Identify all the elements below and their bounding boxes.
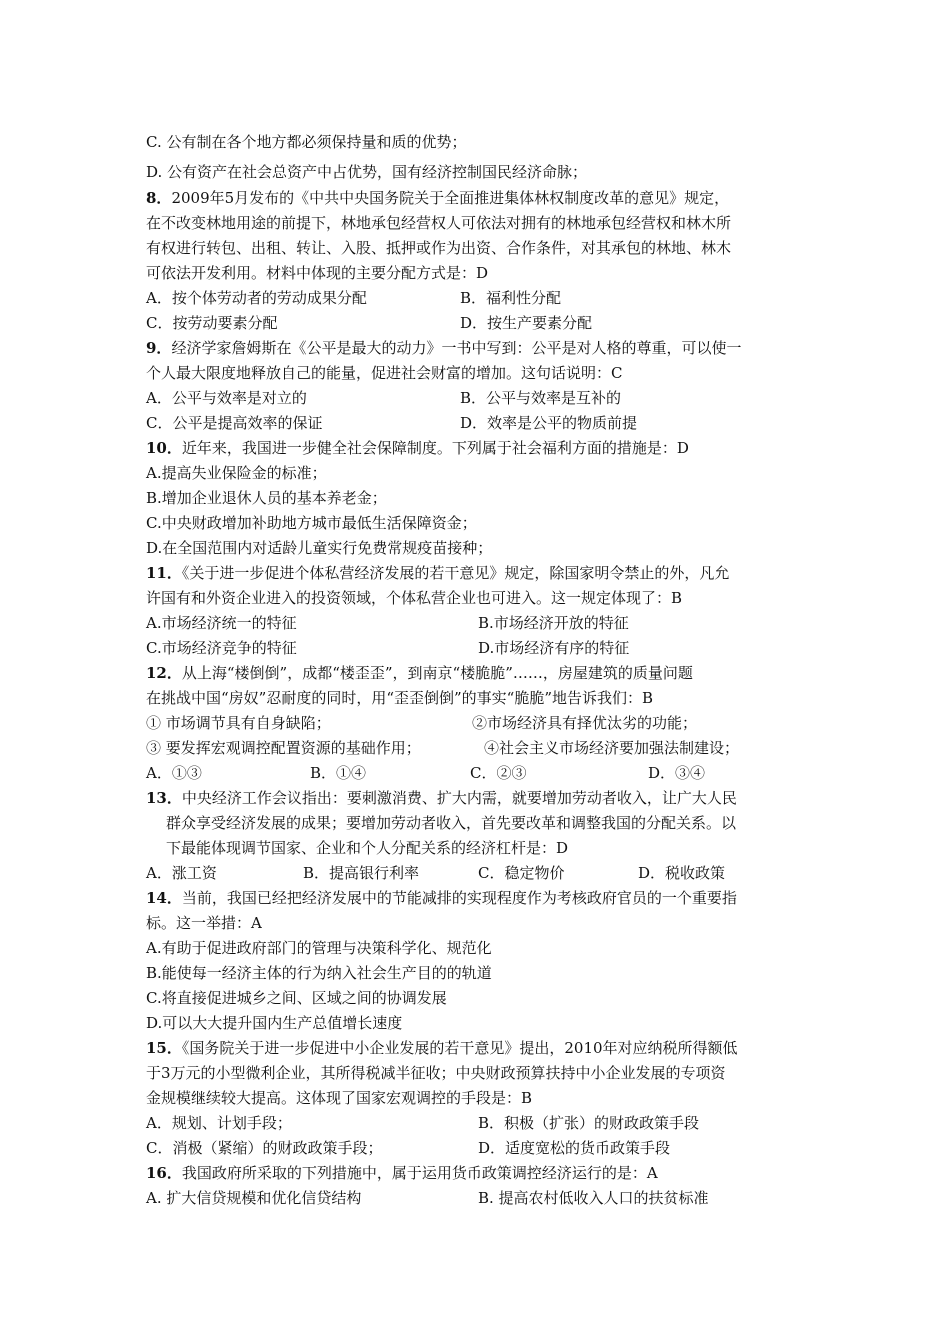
text-line (146, 788, 737, 808)
line-text: A.有助于促进政府部门的管理与决策科学化、规范化 (146, 939, 492, 957)
line-text: D.在全国范围内对适龄儿童实行免费常规疫苗接种； (146, 539, 493, 557)
answer-option: C．稳定物价 (478, 864, 565, 882)
line-text: B.增加企业退休人员的基本养老金； (146, 489, 387, 507)
text-line (146, 162, 587, 182)
question-text: 当前，我国已经把经济发展中的节能减排的实现程度作为考核政府官员的一个重要指 (181, 889, 737, 907)
question-text: 我国政府所采取的下列措施中，属于运用货币政策调控经济运行的是：A (181, 1164, 658, 1182)
answer-option: A．规划、计划手段； (146, 1114, 292, 1132)
question-text: 经济学家詹姆斯在《公平是最大的动力》一书中写到：公平是对人格的尊重，可以使一 (171, 339, 742, 357)
line-text: 下最能体现调节国家、企业和个人分配关系的经济杠杆是：D (166, 839, 569, 857)
question-text: 从上海“楼倒倒”，成都“楼歪歪”，到南京“楼脆脆”……，房屋建筑的质量问题 (181, 664, 693, 682)
question-number: 8． (146, 189, 172, 207)
question-text: 2009年5月发布的《中共中央国务院关于全面推进集体林权制度改革的意见》规定， (171, 189, 730, 207)
text-line (166, 813, 736, 833)
text-line (146, 438, 689, 458)
text-line (146, 538, 492, 558)
answer-option: B．福利性分配 (460, 289, 562, 307)
answer-option: B．①④ (310, 764, 367, 782)
question-text: 《关于进一步促进个体私营经济发展的若干意见》规定，除国家明令禁止的外，凡允 (181, 564, 730, 582)
line-text: B.能使每一经济主体的行为纳入社会生产目的的轨道 (146, 964, 492, 982)
answer-option: ① 市场调节具有自身缺陷； (146, 714, 331, 732)
text-line (146, 588, 682, 608)
answer-option: C．按劳动要素分配 (146, 314, 278, 332)
answer-option: B．公平与效率是互补的 (460, 389, 622, 407)
line-text: C.中央财政增加补助地方城市最低生活保障资金； (146, 514, 477, 532)
text-line (146, 1163, 658, 1183)
text-line (146, 363, 622, 383)
question-number: 11． (146, 564, 182, 582)
question-number: 14． (146, 889, 182, 907)
line-text: 群众享受经济发展的成果；要增加劳动者收入，首先要改革和调整我国的分配关系。以 (166, 814, 737, 832)
text-line (146, 132, 466, 152)
question-text: 《国务院关于进一步促进中小企业发展的若干意见》提出，2010年对应纳税所得额低 (181, 1039, 738, 1057)
line-text: C. 公有制在各个地方都必须保持量和质的优势； (146, 133, 467, 151)
text-line (146, 213, 731, 233)
answer-option: A．①③ (146, 764, 202, 782)
line-text: 于3万元的小型微利企业，其所得税减半征收；中央财政预算扶持中小企业发展的专项资 (146, 1064, 726, 1082)
question-number: 9． (146, 339, 172, 357)
text-line (146, 1038, 738, 1058)
line-text: 在不改变林地用途的前提下，林地承包经营权人可依法对拥有的林地承包经营权和林木所 (146, 214, 732, 232)
text-line (146, 263, 488, 283)
answer-option: B．提高银行利率 (303, 864, 420, 882)
answer-option: B．积极（扩张）的财政政策手段 (478, 1114, 700, 1132)
answer-option: B. 提高农村低收入人口的扶贫标准 (478, 1189, 709, 1207)
question-number: 10． (146, 439, 182, 457)
line-text: 在挑战中国“房奴”忍耐度的同时，用“歪歪倒倒”的事实“脆脆”地告诉我们：B (146, 689, 654, 707)
text-line (146, 913, 262, 933)
line-text: 金规模继续较大提高。这体现了国家宏观调控的手段是：B (146, 1089, 533, 1107)
answer-option: A．按个体劳动者的劳动成果分配 (146, 289, 367, 307)
text-line (146, 1013, 402, 1033)
question-number: 15． (146, 1039, 182, 1057)
question-text: 中央经济工作会议指出：要刺激消费、扩大内需，就要增加劳动者收入，让广大人民 (181, 789, 737, 807)
answer-option: A. 扩大信贷规模和优化信贷结构 (146, 1189, 362, 1207)
question-text: 近年来，我国进一步健全社会保障制度。下列属于社会福利方面的措施是：D (181, 439, 689, 457)
text-line (146, 1063, 726, 1083)
line-text: 有权进行转包、出租、转让、入股、抵押或作为出资、合作条件，对其承包的林地、林木 (146, 239, 732, 257)
answer-option: ③ 要发挥宏观调控配置资源的基础作用； (146, 739, 421, 757)
text-line (146, 188, 729, 208)
answer-option: A.市场经济统一的特征 (146, 614, 297, 632)
text-line (166, 838, 568, 858)
text-line (146, 1088, 532, 1108)
answer-option: D．③④ (648, 764, 706, 782)
answer-option: ②市场经济具有择优汰劣的功能； (472, 714, 698, 732)
answer-option: C．②③ (470, 764, 527, 782)
line-text: 标。这一举措：A (146, 914, 262, 932)
line-text: 可依法开发利用。材料中体现的主要分配方式是：D (146, 264, 489, 282)
text-line (146, 238, 731, 258)
answer-option: A．公平与效率是对立的 (146, 389, 307, 407)
text-line (146, 338, 741, 358)
text-line (146, 513, 477, 533)
text-line (146, 488, 387, 508)
answer-option: C．消极（紧缩）的财政政策手段； (146, 1139, 383, 1157)
answer-option: C.市场经济竞争的特征 (146, 639, 297, 657)
text-line (146, 938, 492, 958)
text-line (146, 888, 737, 908)
answer-option: A．涨工资 (146, 864, 217, 882)
answer-option: D．按生产要素分配 (460, 314, 593, 332)
line-text: A.提高失业保险金的标准； (146, 464, 327, 482)
text-line (146, 963, 492, 983)
text-line (146, 563, 729, 583)
line-text: 许国有和外资企业进入的投资领域，个体私营企业也可进入。这一规定体现了：B (146, 589, 683, 607)
question-number: 13． (146, 789, 182, 807)
text-line (146, 688, 653, 708)
text-line (146, 988, 447, 1008)
question-number: 16． (146, 1164, 182, 1182)
line-text: C.将直接促进城乡之间、区域之间的协调发展 (146, 989, 447, 1007)
answer-option: C．公平是提高效率的保证 (146, 414, 323, 432)
text-line (146, 663, 693, 683)
answer-option: B.市场经济开放的特征 (478, 614, 629, 632)
answer-option: D．税收政策 (638, 864, 726, 882)
answer-option: D．适度宽松的货币政策手段 (478, 1139, 671, 1157)
line-text: D. 公有资产在社会总资产中占优势，国有经济控制国民经济命脉； (146, 163, 588, 181)
answer-option: D.市场经济有序的特征 (478, 639, 630, 657)
line-text: 个人最大限度地释放自己的能量，促进社会财富的增加。这句话说明：C (146, 364, 623, 382)
text-line (146, 463, 327, 483)
answer-option: D．效率是公平的物质前提 (460, 414, 638, 432)
answer-option: ④社会主义市场经济要加强法制建设； (484, 739, 740, 757)
question-number: 12． (146, 664, 182, 682)
line-text: D.可以大大提升国内生产总值增长速度 (146, 1014, 403, 1032)
